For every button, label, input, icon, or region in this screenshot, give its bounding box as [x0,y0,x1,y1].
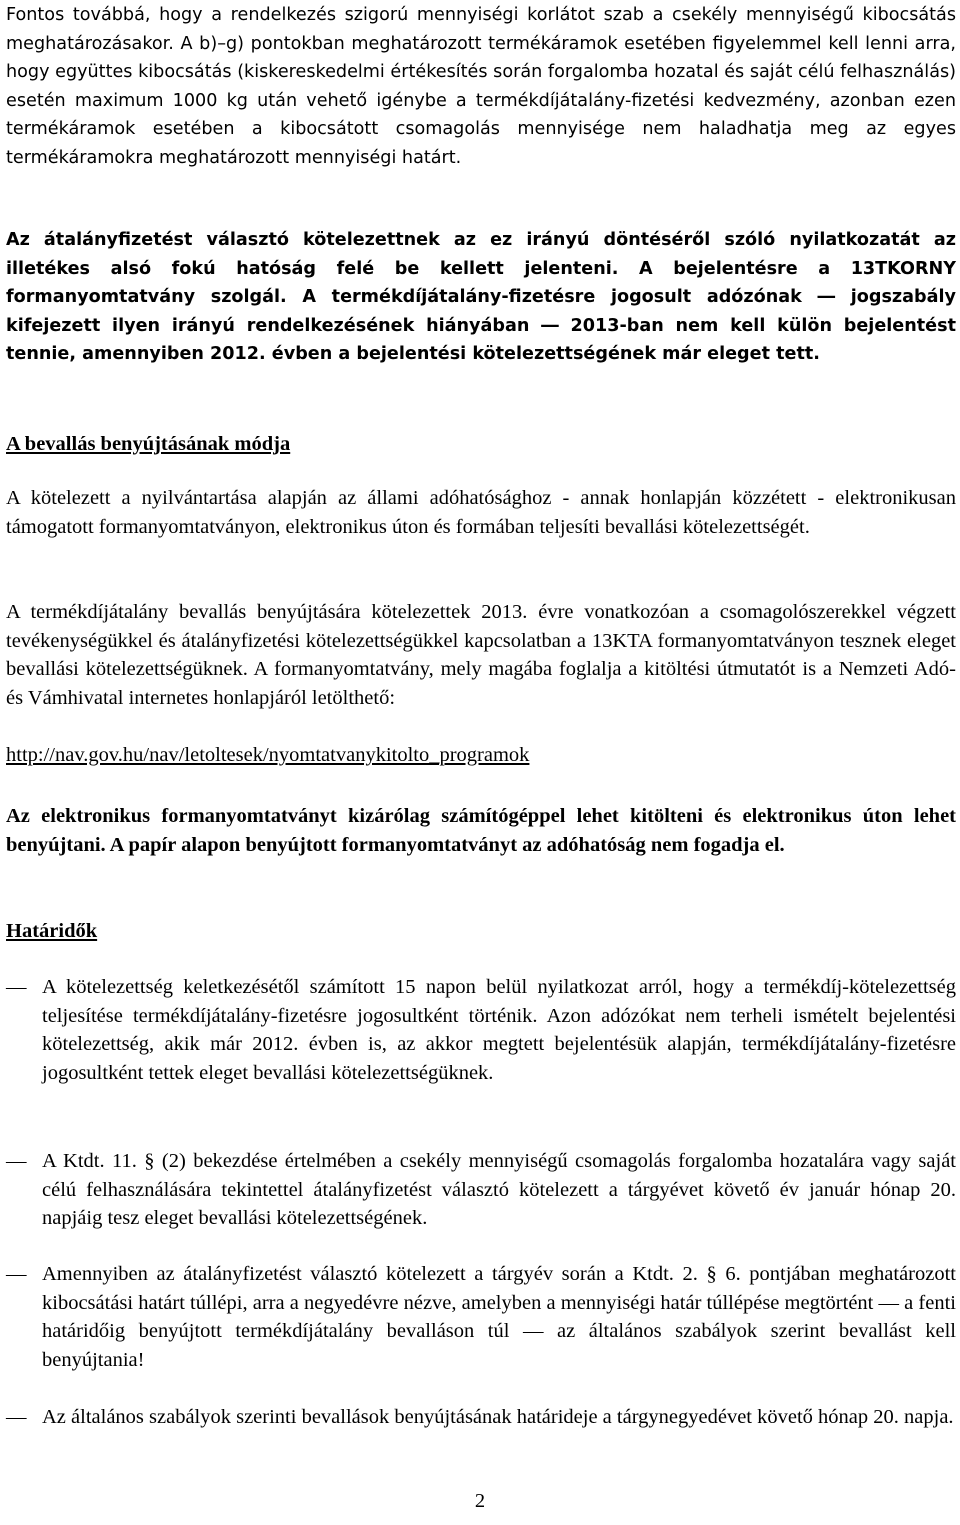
dash-bullet-icon: ― [6,1263,27,1285]
dash-bullet-icon: ― [6,1150,27,1172]
deadline-item-text: A kötelezettség keletkezésétől számított 15 napon belül nyilatkozat arról, hogy a termékdíj-kötelezettség teljesítése termékdíjátalány-fizetésre jogosultként történik. Azon adózókat nem terheli ismételt bejelentési kötelezettség, akik már 2012. évben is, az akkor megtett bejelentésük alapján, termékdíjátalány-fizetésre jogosultként tettek eleget bevallási kötelezettségüknek. [42,976,956,1084]
deadline-item-1 [6,973,956,1087]
deadline-item-text: A Ktdt. 11. § (2) bekezdése értelmében a csekély mennyiségű csomagolás forgalomba hozatalára vagy saját célú felhasználására tekintettel átalányfizetést választó kötelezett a tárgyévet követő év január hónap 20. napjáig tesz eleget bevallási kötelezettségének. [42,1150,956,1230]
dash-bullet-icon: ― [6,976,27,998]
deadline-item-2 [6,1147,956,1233]
deadline-item-text: Amennyiben az átalányfizetést választó kötelezett a tárgyév során a Ktdt. 2. § 6. pontjában meghatározott kibocsátási határt túllépi, arra a negyedévre nézve, amelyben a mennyiségi határ túllépése megtörtént ― a fenti határidőig benyújtott termékdíjátalány bevalláson túl ― az általános szabályok szerint bevallást kell benyújtania! [42,1263,956,1371]
submission-paragraph-2: A termékdíjátalány bevallás benyújtására kötelezettek 2013. évre vonatkozóan a csomagolószerekkel végzett tevékenységükkel és átalányfizetési kötelezettségükkel kapcsolatban a 13KTA formanyomtatványon tesznek eleget bevallási kötelezettségüknek. A formanyomtatvány, mely magába foglalja a kitöltési útmutatót is a Nemzeti Adó- és Vámhivatal internetes honlapjáról letölthető: [6,601,956,709]
submission-paragraph-1: A kötelezett a nyilvántartása alapján az állami adóhatósághoz - annak honlapján közzétett - elektronikusan támogatott formanyomtatványon, elektronikus úton és formában teljesíti bevallási kötelezettségét. [6,487,956,538]
intro-paragraph: Fontos továbbá, hogy a rendelkezés szigorú mennyiségi korlátot szab a csekély mennyiségű kibocsátás meghatározásakor. A b)–g) pontokban meghatározott termékáramok esetében figyelemmel kell lenni arra, hogy együttes kibocsátás (kiskereskedelmi értékesítés során forgalomba hozatal és saját célú felhasználás) esetén maximum 1000 kg után vehető igénybe a termékdíjátalány-fizetési kedvezmény, azonban ezen termékáramok esetében a kibocsátott csomagolás mennyisége nem haladhatja meg az egyes termékáramokra meghatározott mennyiségi határt. [6,5,956,168]
deadlines-heading: Határidők [6,920,98,942]
electronic-only-notice: Az elektronikus formanyomtatványt kizárólag számítógéppel lehet kitölteni és elektronikus úton lehet benyújtani. A papír alapon benyújtott formanyomtatványt az adóhatóság nem fogadja el. [6,805,956,856]
nav-download-link[interactable]: http://nav.gov.hu/nav/letoltesek/nyomtatvanykitolto_programok [6,744,530,766]
deadline-item-4 [6,1403,956,1432]
submission-heading: A bevallás benyújtásának módja [6,433,291,455]
page-number: 2 [474,1490,486,1512]
deadline-item-3 [6,1260,956,1374]
deadline-item-text: Az általános szabályok szerinti bevallások benyújtásának határideje a tárgynegyedévet követő hónap 20. napja. [42,1406,954,1428]
dash-bullet-icon: ― [6,1406,27,1428]
notice-paragraph: Az átalányfizetést választó kötelezettnek az ez irányú döntéséről szóló nyilatkozatát az illetékes alsó fokú hatóság felé be kellett jelenteni. A bejelentésre a 13TKORNY formanyomtatvány szolgál. A termékdíjátalány-fizetésre jogosult adózónak ― jogszabály kifejezett ilyen irányú rendelkezésének hiányában ― 2013-ban nem kell külön bejelentést tennie, amennyiben 2012. évben a bejelentési kötelezettségének már eleget tett. [6,230,956,365]
